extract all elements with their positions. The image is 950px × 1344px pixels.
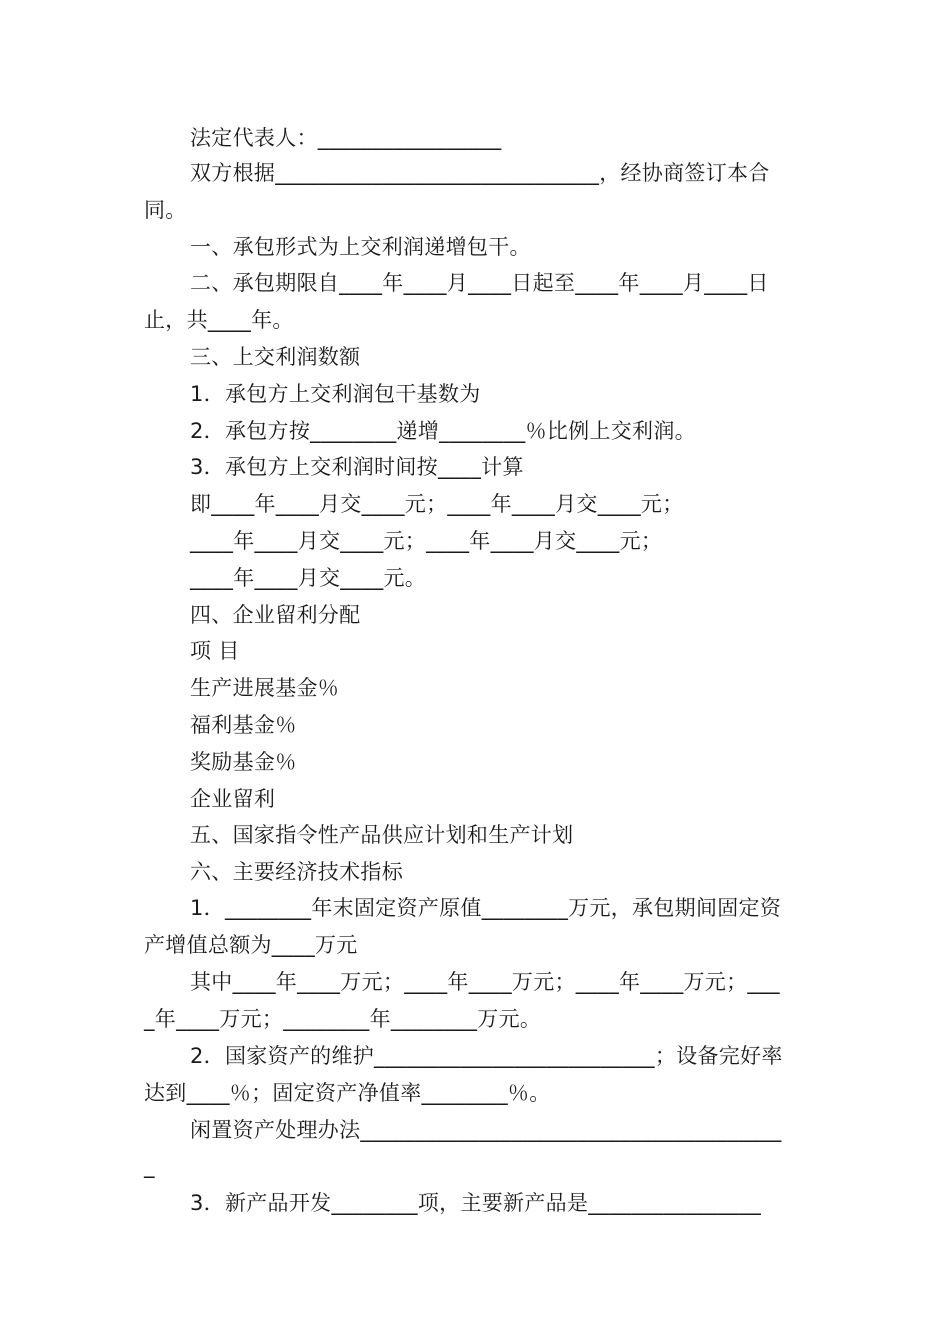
section-1-heading: 一、承包形式为上交利润递增包干。 (190, 235, 531, 259)
item-6-2-cont: 达到____％；固定资产净值率________％。 (144, 1081, 551, 1105)
payment-schedule-line-2: ____年____月交____元；____年____月交____元； (190, 529, 663, 553)
asset-growth-breakdown-cont: _年____万元；________年________万元。 (144, 1007, 542, 1031)
asset-growth-breakdown: 其中____年____万元；____年____万元；____年____万元；___ (190, 970, 780, 994)
idle-asset-disposal-line: 闲置资产处理办法_______________________________________ (190, 1118, 782, 1142)
section-4-heading: 四、企业留利分配 (190, 603, 361, 627)
section-5-heading: 五、国家指令性产品供应计划和生产计划 (190, 823, 574, 847)
item-3-2: 2．承包方按________递增________％比例上交利润。 (190, 419, 696, 443)
item-6-2: 2．国家资产的维护__________________________；设备完好率 (190, 1044, 783, 1068)
bonus-fund-line: 奖励基金％ (190, 750, 297, 774)
legal-representative-line: 法定代表人：_________________ (190, 126, 502, 150)
item-6-1: 1．________年末固定资产原值________万元，承包期间固定资 (190, 896, 782, 920)
section-2-contract-period-cont: 止，共____年。 (144, 308, 294, 332)
item-3-1: 1．承包方上交利润包干基数为 (190, 382, 481, 406)
table-header-item: 项 目 (190, 639, 240, 663)
idle-asset-disposal-cont: _ (144, 1154, 155, 1178)
retained-profit-line: 企业留利 (190, 787, 276, 811)
agreement-basis-line-cont: 同。 (144, 198, 187, 222)
item-3-3: 3．承包方上交利润时间按____计算 (190, 455, 524, 479)
payment-schedule-line-3: ____年____月交____元。 (190, 566, 427, 590)
item-6-3: 3．新产品开发________项，主要新产品是________________ (190, 1191, 762, 1215)
welfare-fund-line: 福利基金％ (190, 713, 297, 737)
payment-schedule-line-1: 即____年____月交____元；____年____月交____元； (190, 492, 684, 516)
section-2-contract-period: 二、承包期限自____年____月____日起至____年____月____日 (190, 271, 769, 295)
item-6-1-cont: 产增值总额为____万元 (144, 933, 358, 957)
production-fund-line: 生产进展基金％ (190, 676, 340, 700)
section-3-heading: 三、上交利润数额 (190, 345, 361, 369)
agreement-basis-line: 双方根据______________________________，经协商签订本合 (190, 161, 770, 185)
section-6-heading: 六、主要经济技术指标 (190, 860, 403, 884)
